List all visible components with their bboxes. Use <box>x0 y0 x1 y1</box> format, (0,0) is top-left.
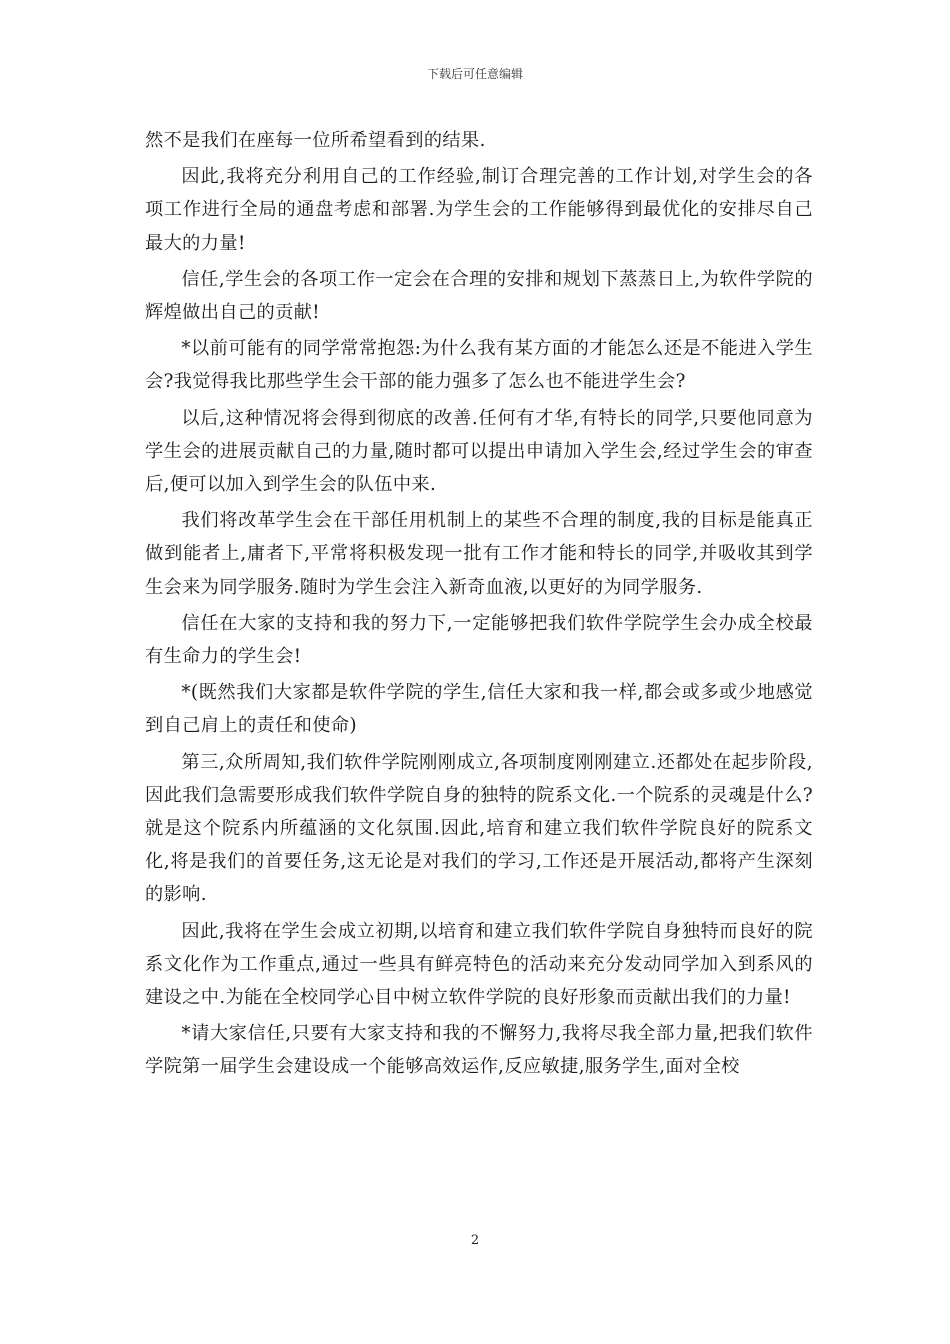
page-header: 下载后可任意编辑 <box>426 67 523 81</box>
paragraph: 因此,我将充分利用自己的工作经验,制订合理完善的工作计划,对学生会的各项工作进行全局的通盘考虑和部署.为学生会的工作能够得到最优化的安排尽自己最大的力量! <box>145 166 813 254</box>
paragraph: *以前可能有的同学常常抱怨:为什么我有某方面的才能怎么还是不能进入学生会?我觉得我比那些学生会干部的能力强多了怎么也不能进学生会? <box>145 338 813 393</box>
paragraph: *请大家信任,只要有大家支持和我的不懈努力,我将尽我全部力量,把我们软件学院第一届学生会建设成一个能够高效运作,反应敏捷,服务学生,面对全校 <box>145 1023 813 1078</box>
paragraph: 然不是我们在座每一位所希望看到的结果. <box>145 130 486 151</box>
paragraph: 第三,众所周知,我们软件学院刚刚成立,各项制度刚刚建立.还都处在起步阶段,因此我们急需要形成我们软件学院自身的独特的院系文化.一个院系的灵魂是什么?就是这个院系内所蕴涵的文化氛围.因此,培育和建立我们软件学院良好的院系文化,将是我们的首要任务,这无论是对我们的学习,工作还是开展活动,都将产生深刻的影响. <box>145 751 813 906</box>
paragraph: 以后,这种情况将会得到彻底的改善.任何有才华,有特长的同学,只要他同意为学生会的进展贡献自己的力量,随时都可以提出申请加入学生会,经过学生会的审查后,便可以加入到学生会的队伍中来. <box>145 407 813 496</box>
paragraph: 信任,学生会的各项工作一定会在合理的安排和规划下蒸蒸日上,为软件学院的辉煌做出自己的贡献! <box>145 268 813 324</box>
paragraph: 因此,我将在学生会成立初期,以培育和建立我们软件学院自身独特而良好的院系文化作为工作重点,通过一些具有鲜亮特色的活动来充分发动同学加入到系风的建设之中.为能在全校同学心目中树立软件学院的良好形象而贡献出我们的力量! <box>145 920 813 1009</box>
document-body <box>145 124 813 1087</box>
paragraph: *(既然我们大家都是软件学院的学生,信任大家和我一样,都会或多或少地感觉到自己肩上的责任和使命) <box>145 682 813 737</box>
page-number: 2 <box>470 1233 480 1248</box>
paragraph: 我们将改革学生会在干部任用机制上的某些不合理的制度,我的目标是能真正做到能者上,庸者下,平常将积极发现一批有工作才能和特长的同学,并吸收其到学生会来为同学服务.随时为学生会注入新奇血液,以更好的为同学服务. <box>145 510 813 598</box>
paragraph: 信任在大家的支持和我的努力下,一定能够把我们软件学院学生会办成全校最有生命力的学生会! <box>145 612 813 668</box>
